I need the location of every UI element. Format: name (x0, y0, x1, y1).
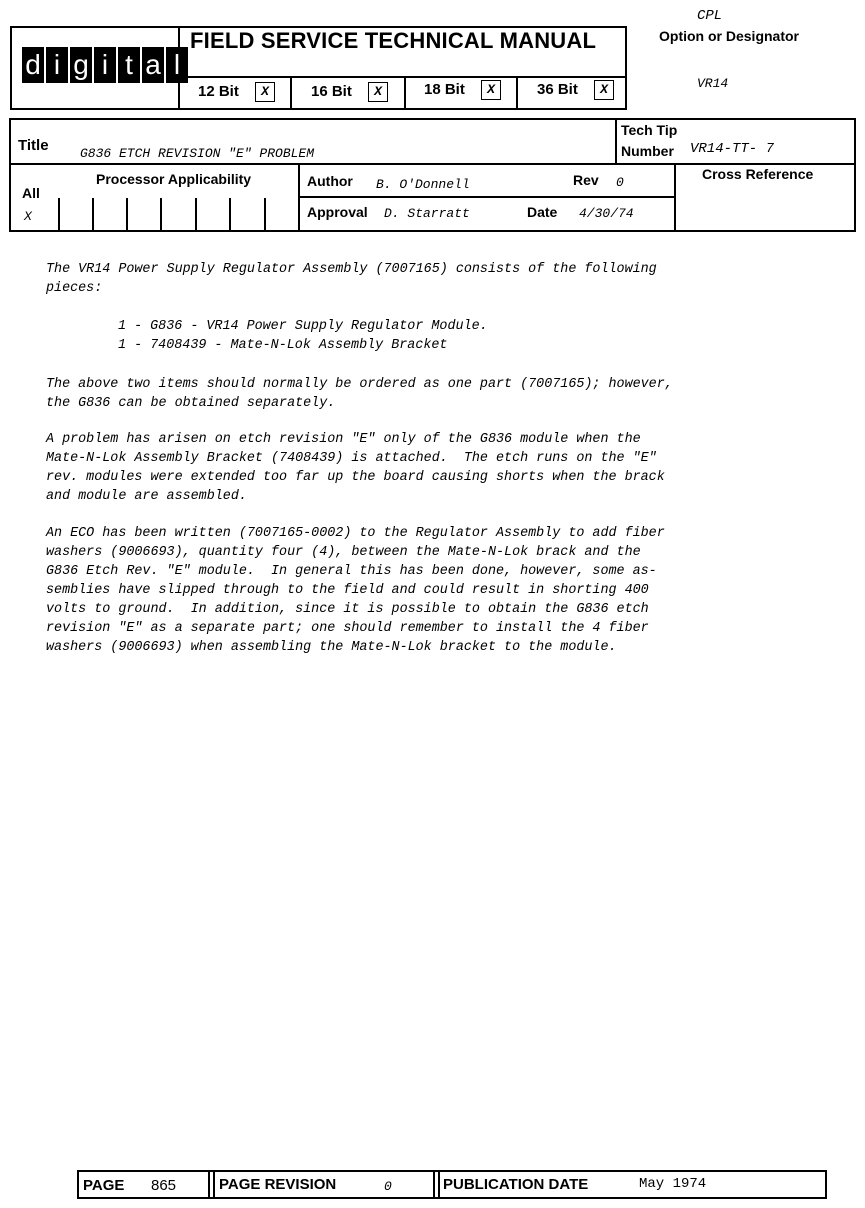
proc-col (195, 198, 197, 230)
bit-label: 16 Bit (311, 82, 352, 100)
proc-col (160, 198, 162, 230)
number-value: VR14-TT- 7 (690, 141, 775, 157)
option-label: Option or Designator (659, 28, 799, 44)
bit-divider-1 (290, 76, 292, 108)
date-value: 4/30/74 (579, 206, 634, 221)
processor-label: Processor Applicability (96, 171, 252, 187)
info-row-divider (9, 163, 856, 165)
bit-divider-2 (404, 76, 406, 108)
corner-note: CPL (697, 8, 723, 24)
number-label: Number (621, 143, 674, 159)
logo-letter: t (118, 47, 140, 83)
publication-date-value: May 1974 (639, 1176, 707, 1192)
cross-reference-label: Cross Reference (702, 166, 814, 182)
body-paragraph-1: The VR14 Power Supply Regulator Assembly (7007165) consists of the following pieces: (46, 262, 657, 296)
date-label: Date (527, 204, 558, 220)
manual-title: FIELD SERVICE TECHNICAL MANUAL (190, 28, 597, 53)
body-list-item: 1 - 7408439 - Mate-N-Lok Assembly Bracket (118, 338, 448, 353)
approval-value: D. Starratt (384, 206, 470, 221)
body-paragraph-3: A problem has arisen on etch revision "E" only of the G836 module when the Mate-N-Lok Assembly Bracket (7408439) is attached. The etch runs on the "E" rev. modules were extended too far up the board causing shorts when the brack and module are assembled. (46, 432, 665, 504)
author-approval-divider (298, 196, 675, 198)
body-paragraph-2: The above two items should normally be ordered as one part (7007165); however, the G836 can be obtained separately. (46, 377, 673, 411)
author-value: B. O'Donnell (376, 177, 470, 192)
page-revision-label: PAGE REVISION (219, 1176, 337, 1193)
body-paragraph-4: An ECO has been written (7007165-0002) to the Regulator Assembly to add fiber washers (9006693), quantity four (4), between the Mate-N-Lok brack and the G836 Etch Rev. "E" module. In general this has been done, however, some as- semblies have slipped through to the field and could result in shorting 400 volts to ground. In addition, since it is possible to obtain the G836 etch revision "E" as a separate part; one should remember to install the 4 fiber washers (9006693) when assembling the Mate-N-Lok bracket to the module. (46, 526, 665, 655)
logo-letter: g (70, 47, 92, 83)
page-value: 865 (151, 1177, 177, 1194)
footer-divider (208, 1170, 210, 1199)
logo-letter: i (94, 47, 116, 83)
rev-label: Rev (573, 172, 599, 188)
page-label: PAGE (83, 1177, 125, 1194)
title-label: Title (18, 137, 49, 154)
title-value: G836 ETCH REVISION "E" PROBLEM (80, 146, 315, 161)
rev-value: 0 (616, 175, 624, 190)
proc-col (92, 198, 94, 230)
header-bits-divider (178, 76, 627, 78)
logo-letter: a (142, 47, 164, 83)
all-label: All (22, 185, 40, 201)
bit-checkbox: X (481, 80, 501, 100)
footer-divider (433, 1170, 435, 1199)
option-value: VR14 (697, 76, 729, 91)
publication-date-label: PUBLICATION DATE (443, 1176, 589, 1193)
tech-tip-label: Tech Tip (621, 122, 678, 138)
logo-letter: d (22, 47, 44, 83)
bit-label: 18 Bit (424, 80, 465, 98)
body-list-item: 1 - G836 - VR14 Power Supply Regulator Module. (118, 319, 488, 334)
footer-divider (438, 1170, 440, 1199)
bit-checkbox: X (594, 80, 614, 100)
bit-label: 36 Bit (537, 80, 578, 98)
bit-checkbox: X (255, 82, 275, 102)
page-revision-value: 0 (384, 1179, 392, 1194)
proc-col (58, 198, 60, 230)
logo-letter: i (46, 47, 68, 83)
digital-logo (22, 47, 188, 83)
proc-col (126, 198, 128, 230)
bit-option-36 (537, 80, 614, 100)
bit-checkbox: X (368, 82, 388, 102)
proc-col (264, 198, 266, 230)
title-techtip-divider (615, 118, 617, 164)
bit-label: 12 Bit (198, 82, 239, 100)
bit-option-12 (198, 82, 275, 102)
all-value: X (24, 209, 32, 224)
author-label: Author (307, 173, 353, 189)
approval-label: Approval (307, 204, 368, 220)
footer-divider (213, 1170, 215, 1199)
bit-divider-3 (516, 76, 518, 108)
proc-col (229, 198, 231, 230)
logo-letter: l (166, 47, 188, 83)
bit-option-18 (424, 80, 501, 100)
bit-option-16 (311, 82, 388, 102)
